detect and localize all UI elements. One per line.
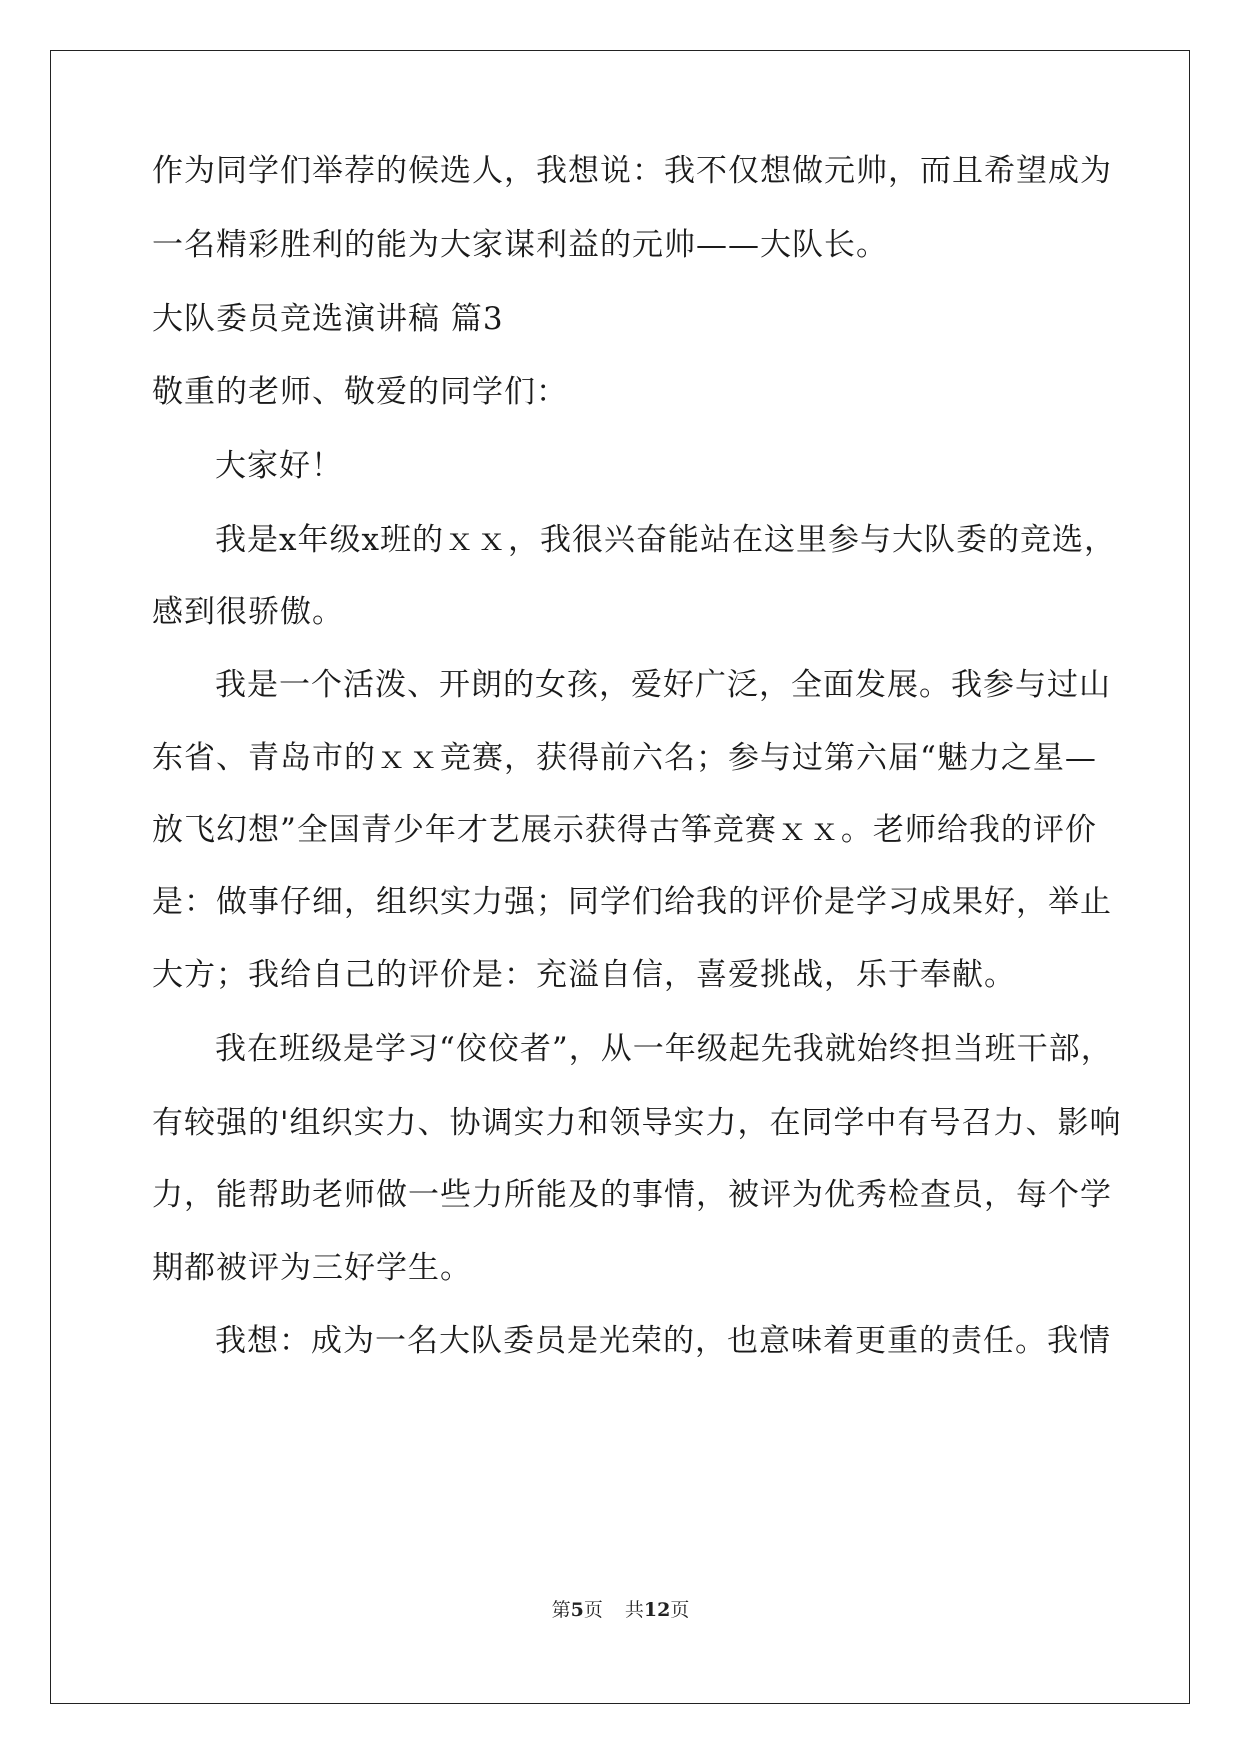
- text-line: 感到很骄傲。: [152, 594, 344, 630]
- text-line: 有较强的'组织实力、协调实力和领导实力，在同学中有号召力、影响: [152, 1105, 1122, 1141]
- text-line: 一名精彩胜利的能为大家谋利益的元帅——大队长。: [152, 227, 888, 263]
- text-line: 我在班级是学习“佼佼者”，从一年级起先我就始终担当班干部，: [215, 1031, 1113, 1067]
- total-suffix: 页: [670, 1599, 690, 1621]
- text-line: 作为同学们举荐的候选人，我想说：我不仅想做元帅，而且希望成为: [152, 153, 1112, 189]
- text-line: 东省、青岛市的ｘｘ竞赛，获得前六名；参与过第六届“魅力之星—: [152, 740, 1097, 776]
- salutation: 敬重的老师、敬爱的同学们：: [152, 374, 568, 410]
- text-line: 我想：成为一名大队委员是光荣的，也意味着更重的责任。我情: [215, 1323, 1111, 1359]
- total-prefix: 共: [624, 1599, 644, 1621]
- page-prefix: 第: [551, 1599, 571, 1621]
- page-footer: [0, 1598, 1241, 1622]
- greeting: 大家好！: [215, 448, 343, 484]
- text-line: 我是x年级x班的ｘｘ，我很兴奋能站在这里参与大队委的竞选，: [215, 522, 1116, 558]
- text-line: 是：做事仔细，组织实力强；同学们给我的评价是学习成果好，举止: [152, 884, 1112, 920]
- text-line: 我是一个活泼、开朗的女孩，爱好广泛，全面发展。我参与过山: [215, 667, 1111, 703]
- page-number: 5: [570, 1599, 584, 1621]
- text-line: 力，能帮助老师做一些力所能及的事情，被评为优秀检查员，每个学: [152, 1177, 1112, 1213]
- section-heading: 大队委员竞选演讲稿 篇3: [152, 301, 504, 337]
- text-line: 期都被评为三好学生。: [152, 1250, 472, 1286]
- total-pages: 12: [643, 1599, 671, 1621]
- page-suffix: 页: [583, 1599, 603, 1621]
- text-line: 大方；我给自己的评价是：充溢自信，喜爱挑战，乐于奉献。: [152, 957, 1016, 993]
- text-line: 放飞幻想”全国青少年才艺展示获得古筝竞赛ｘｘ。老师给我的评价: [152, 812, 1097, 848]
